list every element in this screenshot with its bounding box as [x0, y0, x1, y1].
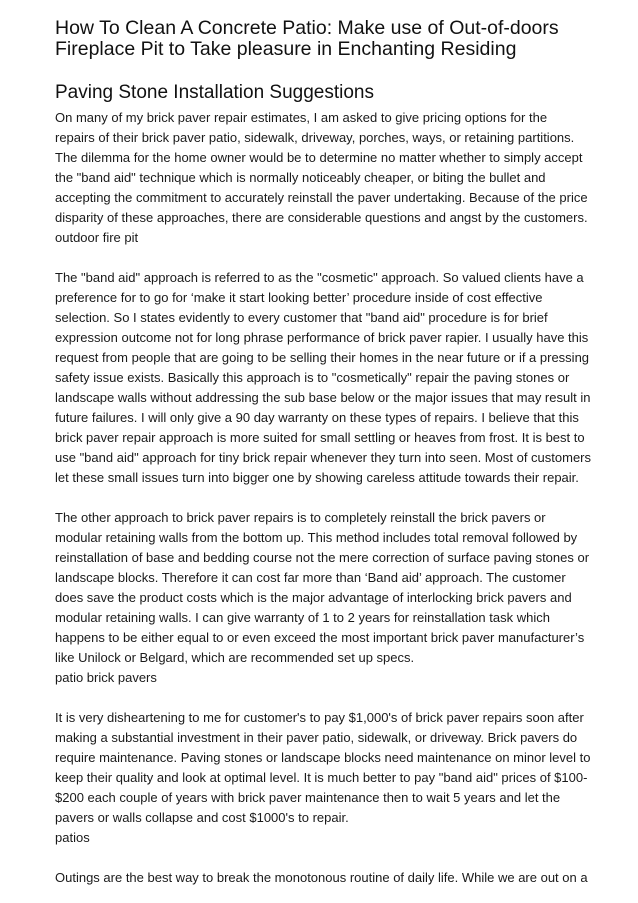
text-line: accepting the commitment to accurately reinstall the paver undertaking. Because of the price: [55, 190, 588, 205]
text-line: The "band aid" approach is referred to as the "cosmetic" approach. So valued clients have a: [55, 270, 584, 285]
article-body: [55, 108, 598, 888]
text-line: patio brick pavers: [55, 670, 157, 685]
text-line: use "band aid" approach for tiny brick repair whenever they turn into seen. Most of customers: [55, 450, 592, 465]
text-line: patios: [55, 830, 90, 845]
text-line: request from people that are going to be selling their homes in the near future or if a pressing: [55, 350, 590, 365]
text-line: safety issue exists. Basically this approach is to "cosmetically" repair the paving stones or: [55, 370, 570, 385]
title-line: How To Clean A Concrete Patio: Make use of Out-of-doors: [55, 17, 559, 39]
text-line: disparity of these approaches, there are considerable questions and angst by the customers.: [55, 210, 588, 225]
paragraph: [55, 708, 598, 848]
text-line: It is very disheartening to me for customer's to pay $1,000's of brick paver repairs soon after: [55, 710, 584, 725]
paragraph-gap: [55, 488, 598, 508]
section-heading: Paving Stone Installation Suggestions: [55, 82, 374, 103]
text-line: let these small issues turn into bigger one by showing careless attitude towards their repair.: [55, 470, 579, 485]
text-line: the "band aid" technique which is normally noticeably cheaper, or biting the bullet and: [55, 170, 546, 185]
page-title: [55, 18, 598, 60]
text-line: pavers or walls collapse and cost $1000's to repair.: [55, 810, 349, 825]
paragraph: [55, 268, 598, 488]
text-line: future failures. I will only give a 90 day warranty on these types of repairs. I believe that this: [55, 410, 579, 425]
text-line: making a substantial investment in their paver patio, sidewalk, or driveway. Brick pavers do: [55, 730, 578, 745]
text-line: like Unilock or Belgard, which are recommended set up specs.: [55, 650, 415, 665]
text-line: On many of my brick paver repair estimates, I am asked to give pricing options for the: [55, 110, 548, 125]
text-line: keep their quality and look at optimal level. It is much better to pay "band aid" prices of $100-: [55, 770, 588, 785]
paragraph-gap: [55, 848, 598, 868]
paragraph: [55, 868, 598, 888]
paragraph: [55, 508, 598, 688]
text-line: Outings are the best way to break the monotonous routine of daily life. While we are out on a: [55, 870, 588, 885]
text-line: modular retaining walls. I can give warranty of 1 to 2 years for reinstallation task which: [55, 610, 550, 625]
text-line: landscape walls without addressing the sub base below or the major issues that may result in: [55, 390, 591, 405]
text-line: repairs of their brick paver patio, sidewalk, driveway, porches, ways, or retaining partitions.: [55, 130, 575, 145]
text-line: landscape blocks. Therefore it can cost far more than ‘Band aid’ approach. The customer: [55, 570, 566, 585]
paragraph-gap: [55, 688, 598, 708]
text-line: reinstallation of base and bedding course not the mere correction of surface paving stones or: [55, 550, 590, 565]
text-line: outdoor fire pit: [55, 230, 139, 245]
paragraph-gap: [55, 248, 598, 268]
title-line: Fireplace Pit to Take pleasure in Enchanting Residing: [55, 38, 517, 60]
text-line: The other approach to brick paver repairs is to completely reinstall the brick pavers or: [55, 510, 546, 525]
text-line: does save the product costs which is the major advantage of interlocking brick pavers and: [55, 590, 572, 605]
text-line: happens to be either equal to or even exceed the most important brick paver manufacturer’s: [55, 630, 585, 645]
text-line: brick paver repair approach is more suited for small settling or heaves from frost. It is best to: [55, 430, 585, 445]
text-line: modular retaining walls from the bottom up. This method includes total removal followed by: [55, 530, 578, 545]
paragraph: [55, 108, 598, 248]
text-line: The dilemma for the home owner would be to determine no matter whether to simply accept: [55, 150, 583, 165]
text-line: expression outcome not for long phrase performance of brick paver rapier. I usually have this: [55, 330, 589, 345]
text-line: $200 each couple of years with brick paver maintenance then to wait 5 years and let the: [55, 790, 561, 805]
text-line: require maintenance. Paving stones or landscape blocks need maintenance on minor level to: [55, 750, 591, 765]
text-line: selection. So I states evidently to every customer that "band aid" procedure is for brief: [55, 310, 548, 325]
text-line: preference for to go for ‘make it start looking better’ procedure inside of cost effective: [55, 290, 543, 305]
